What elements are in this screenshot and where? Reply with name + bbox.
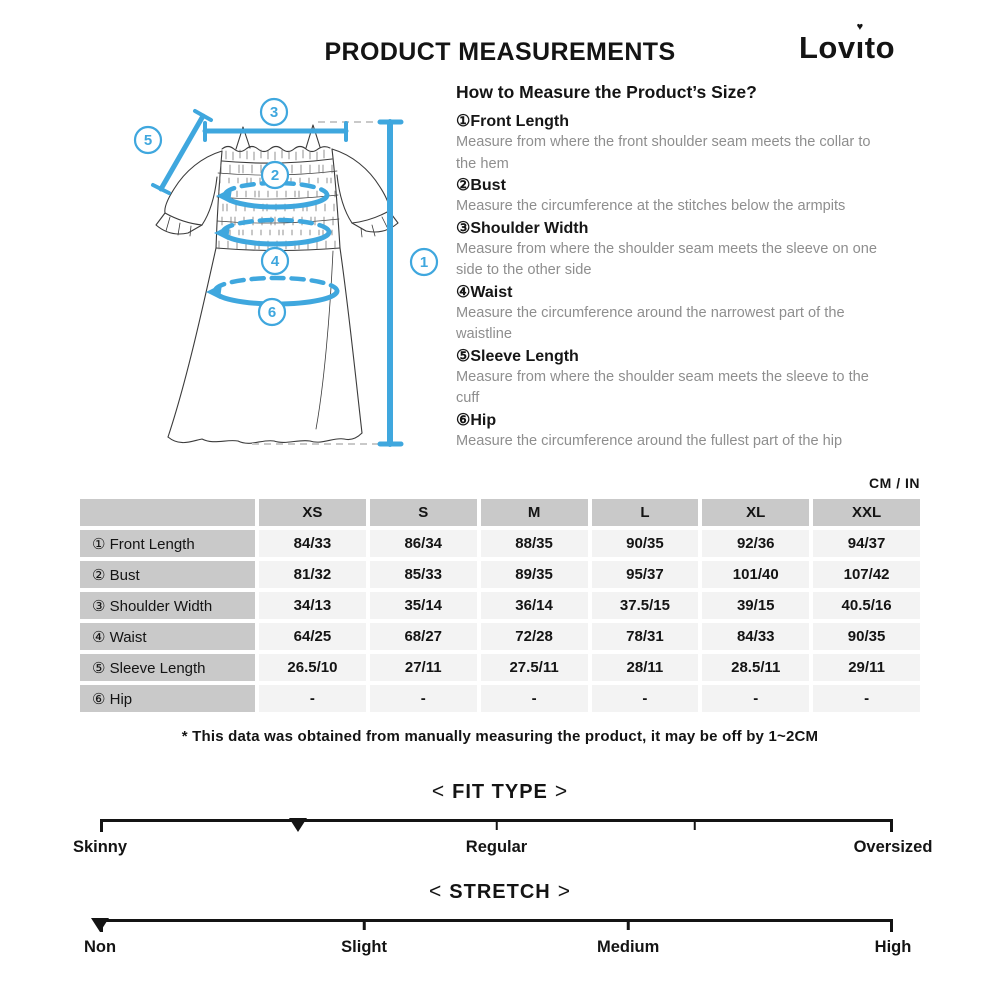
scale-line [100,919,893,922]
brand-letter-i: ı ♥ [855,21,865,65]
bracket-open: < [431,780,446,803]
scale-tick [495,819,498,830]
measure-value-cell: 86/34 [370,530,477,557]
scale-tick [627,919,630,930]
measure-value-cell: 29/11 [813,654,920,681]
measure-row-label: ③ Shoulder Width [80,592,255,619]
measure-row-label: ④ Waist [80,623,255,650]
measure-value-cell: 26.5/10 [259,654,366,681]
measure-value-cell: - [370,685,477,712]
scale-tick [694,819,697,830]
measure-value-cell: - [592,685,699,712]
measure-value-cell: 90/35 [592,530,699,557]
scale-title [425,780,575,804]
measure-value-cell: 107/42 [813,561,920,588]
measure-value-cell: 90/35 [813,623,920,650]
scale-tick [363,919,366,930]
guide-item-label: ⑤Sleeve Length [456,347,579,365]
guide-item-desc: Measure the circumference at the stitches below the armpits [456,198,846,214]
marker-number-5: 5 [143,132,153,149]
measure-value-cell: 78/31 [592,623,699,650]
table-corner-cell [80,499,255,526]
scale-marker [289,818,307,832]
unit-label: CM / IN [869,475,920,491]
scale-label-slight: Slight [341,938,387,956]
measure-row-label: ⑥ Hip [80,685,255,712]
measure-value-cell: 84/33 [259,530,366,557]
measure-value-cell: 36/14 [481,592,588,619]
measure-row-label: ⑤ Sleeve Length [80,654,255,681]
measure-value-cell: 84/33 [702,623,809,650]
hip-ellipse-dashed [215,278,337,291]
heart-icon: ♥ [856,21,864,33]
bust-ellipse-solid [225,195,327,207]
size-col-header: XXL [813,499,920,526]
guide-item-label: ①Front Length [456,113,569,130]
marker-number-1: 1 [419,254,429,271]
page-title: PRODUCT MEASUREMENTS [324,38,676,66]
guide-item-desc: Measure from where the shoulder seam meets the sleeve on one side to the other side [456,240,878,278]
measure-value-cell: - [813,685,920,712]
guide-list [456,111,888,452]
scale-marker [91,918,109,932]
measure-value-cell: 64/25 [259,623,366,650]
measure-value-cell: 101/40 [702,561,809,588]
size-table [80,499,920,712]
measure-value-cell: 40.5/16 [813,592,920,619]
bracket-close: > [554,780,569,803]
measure-value-cell: 88/35 [481,530,588,557]
scale-label-non: Non [83,938,117,956]
marker-number-3: 3 [269,104,279,121]
measure-value-cell: 72/28 [481,623,588,650]
measure-value-cell: 89/35 [481,561,588,588]
brand-prefix: Lov [799,30,856,65]
hip-arrowhead [206,284,222,299]
guide-item-desc: Measure the circumference around the narrowest part of the waistline [456,304,845,342]
guide-item-label: ③Shoulder Width [456,219,589,237]
bracket-open: < [429,880,443,903]
measure-value-cell: - [259,685,366,712]
guide-item-label: ②Bust [456,177,506,194]
measure-row-label: ② Bust [80,561,255,588]
measure-value-cell: 92/36 [702,530,809,557]
scale-label-skinny: Skinny [72,838,128,856]
measure-value-cell: - [702,685,809,712]
scale-title-text: FIT TYPE [452,781,548,803]
scale-label-high: High [874,938,912,956]
dress-measurement-diagram [90,85,460,470]
measure-value-cell: - [481,685,588,712]
measure-value-cell: 68/27 [370,623,477,650]
measure-value-cell: 37.5/15 [592,592,699,619]
size-col-header: XL [702,499,809,526]
size-col-header: XS [259,499,366,526]
guide-item-desc: Measure from where the shoulder seam meets the sleeve to the cuff [456,368,869,406]
brand-logo [799,21,896,66]
guide-item-desc: Measure from where the front shoulder seam meets the collar to the hem [456,134,871,172]
scale-stretch [0,880,1000,975]
bracket-close: > [557,880,571,903]
guide-item-label: ④Waist [456,283,513,301]
scale-cap-left [100,819,103,832]
brand-suffix: to [864,30,896,65]
scale-title [422,880,578,904]
scale-label-medium: Medium [596,938,660,956]
measure-value-cell: 27/11 [370,654,477,681]
guide-item-label: ⑥Hip [456,411,497,429]
measure-value-cell: 34/13 [259,592,366,619]
size-col-header: L [592,499,699,526]
measure-value-cell: 94/37 [813,530,920,557]
scale-label-regular: Regular [465,838,528,856]
measure-row-label: ① Front Length [80,530,255,557]
guide-item-desc: Measure the circumference around the fullest part of the hip [456,432,843,449]
measure-value-cell: 81/32 [259,561,366,588]
scale-label-oversized: Oversized [853,838,933,856]
measure-value-cell: 28.5/11 [702,654,809,681]
measure-value-cell: 85/33 [370,561,477,588]
marker-number-2: 2 [270,167,280,184]
measurement-annotations [153,111,401,444]
guide-heading: How to Measure the Product’s Size? [456,82,757,102]
measure-value-cell: 27.5/11 [481,654,588,681]
size-col-header: S [370,499,477,526]
measure-value-cell: 39/15 [702,592,809,619]
size-col-header: M [481,499,588,526]
table-footnote: * This data was obtained from manually measuring the product, it may be off by 1~2CM [181,728,819,745]
scale-cap-right [890,919,893,932]
scale-cap-right [890,819,893,832]
measure-value-cell: 95/37 [592,561,699,588]
measure-value-cell: 28/11 [592,654,699,681]
measure-value-cell: 35/14 [370,592,477,619]
marker-number-6: 6 [267,304,277,321]
scale-fit-type [0,780,1000,875]
scale-line [100,819,893,822]
measure-guide [456,82,888,452]
scale-title-text: STRETCH [449,881,551,903]
marker-number-4: 4 [270,253,280,270]
